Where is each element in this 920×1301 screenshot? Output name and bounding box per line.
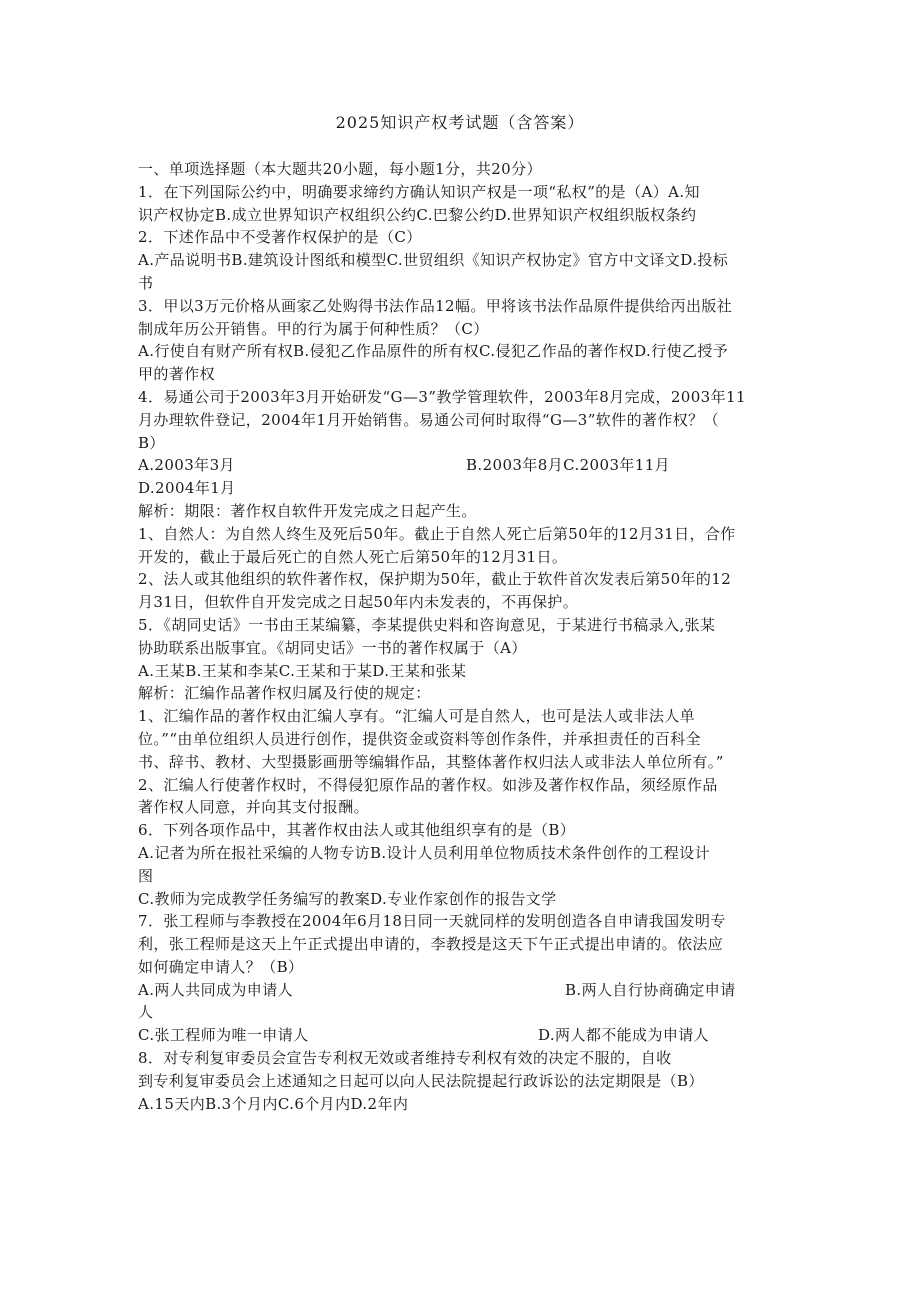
text-line: A.王某B.王某和李某C.王某和于某D.王某和张某: [138, 661, 467, 680]
text-line: 书、辞书、教材、大型摄影画册等编辑作品，其整体著作权归法人或非法人单位所有。”: [138, 752, 724, 771]
text-line: 书: [138, 273, 154, 292]
text-line: C.教师为完成教学任务编写的教案D.专业作家创作的报告文学: [138, 889, 557, 908]
text-line: 图: [138, 866, 154, 885]
text-line: [138, 454, 788, 477]
text-line: 5．《胡同史话》一书由王某编纂，李某提供史料和咨询意见，于某进行书稿录入,张某: [138, 615, 716, 634]
text-line: 位。”“由单位组织人员进行创作，提供资金或资料等创作条件，并承担责任的百科全: [138, 729, 702, 748]
text-line: 开发的，截止于最后死亡的自然人死亡后第50年的12月31日。: [138, 547, 568, 566]
text-line: [138, 1024, 788, 1047]
text-line: B）: [138, 433, 165, 452]
text-line: 1、汇编作品的著作权由汇编人享有。“汇编人可是自然人，也可是法人或非法人单: [138, 707, 696, 726]
page-title: 2025知识产权考试题（含答案）: [335, 113, 585, 132]
text-line: 解析：汇编作品著作权归属及行使的规定：: [138, 684, 431, 703]
text-line: 8．对专利复审委员会宣告专利权无效或者维持专利权有效的决定不服的，自收: [138, 1049, 672, 1068]
text-line: 甲的著作权: [138, 365, 216, 384]
text-line: 2．下述作品中不受著作权保护的是（C）: [138, 228, 422, 247]
text-column-left: C.张工程师为唯一申请人: [138, 1026, 309, 1045]
text-line: 月31日，但软件自开发完成之日起50年内未发表的，不再保护。: [138, 593, 579, 612]
text-line: 一、单项选择题（本大题共20小题，每小题1分，共20分）: [138, 160, 542, 178]
text-line: A.记者为所在报社采编的人物专访B.设计人员利用单位物质技术条件创作的工程设计: [138, 843, 710, 862]
text-line: A.产品说明书B.建筑设计图纸和模型C.世贸组织《知识产权协定》官方中文译文D.投标: [138, 251, 729, 270]
text-line: 6．下列各项作品中，其著作权由法人或其他组织享有的是（B）: [138, 821, 576, 840]
text-line: 识产权协定B.成立世界知识产权组织公约C.巴黎公约D.世界知识产权组织版权条约: [138, 205, 697, 224]
text-column-left: A.2003年3月: [138, 456, 235, 475]
text-line: [138, 979, 788, 1002]
text-line: 2、汇编人行使著作权时，不得侵犯原作品的著作权。如涉及著作权作品，须经原作品: [138, 775, 718, 794]
text-column-right: D.两人都不能成为申请人: [538, 1026, 710, 1045]
text-line: A.15天内B.3个月内C.6个月内D.2年内: [138, 1094, 409, 1113]
text-line: 3．甲以3万元价格从画家乙处购得书法作品12幅。甲将该书法作品原件提供给丙出版社: [138, 296, 733, 315]
text-column-right: B.2003年8月C.2003年11月: [466, 456, 671, 475]
text-line: 到专利复审委员会上述通知之日起可以向人民法院提起行政诉讼的法定期限是（B）: [138, 1071, 704, 1090]
text-line: 如何确定申请人？（B）: [138, 957, 304, 976]
text-line: 人: [138, 1003, 154, 1022]
text-line: 利，张工程师是这天上午正式提出申请的，李教授是这天下午正式提出申请的。依法应: [138, 935, 724, 954]
text-line: 1、自然人：为自然人终生及死后50年。截止于自然人死亡后第50年的12月31日，合作: [138, 524, 736, 543]
text-line: 2、法人或其他组织的软件著作权，保护期为50年，截止于软件首次发表后第50年的12: [138, 570, 732, 589]
text-column-left: A.两人共同成为申请人: [138, 980, 294, 999]
text-line: 7．张工程师与李教授在2004年6月18日同一天就同样的发明创造各自申请我国发明专: [138, 912, 726, 931]
text-line: D.2004年1月: [138, 479, 236, 498]
document-body: [138, 158, 788, 1115]
text-column-right: B.两人自行协商确定申请: [565, 980, 736, 999]
text-line: A.行使自有财产所有权B.侵犯乙作品原件的所有权C.侵犯乙作品的著作权D.行使乙授予: [138, 342, 729, 361]
text-line: 解析：期限：著作权自软件开发完成之日起产生。: [138, 501, 477, 520]
text-line: 1．在下列国际公约中，明确要求缔约方确认知识产权是一项“私权”的是（A）A.知: [138, 182, 700, 201]
text-line: 4．易通公司于2003年3月开始研发“G—3”教学管理软件，2003年8月完成，2003年11: [138, 387, 746, 406]
text-line: 制成年历公开销售。甲的行为属于何种性质？（C）: [138, 319, 489, 338]
text-line: 月办理软件登记，2004年1月开始销售。易通公司何时取得“G—3”软件的著作权？（: [138, 410, 719, 429]
text-line: 著作权人同意，并向其支付报酬。: [138, 798, 370, 817]
text-line: 协助联系出版事宜。《胡同史话》一书的著作权属于（A）: [138, 638, 527, 657]
